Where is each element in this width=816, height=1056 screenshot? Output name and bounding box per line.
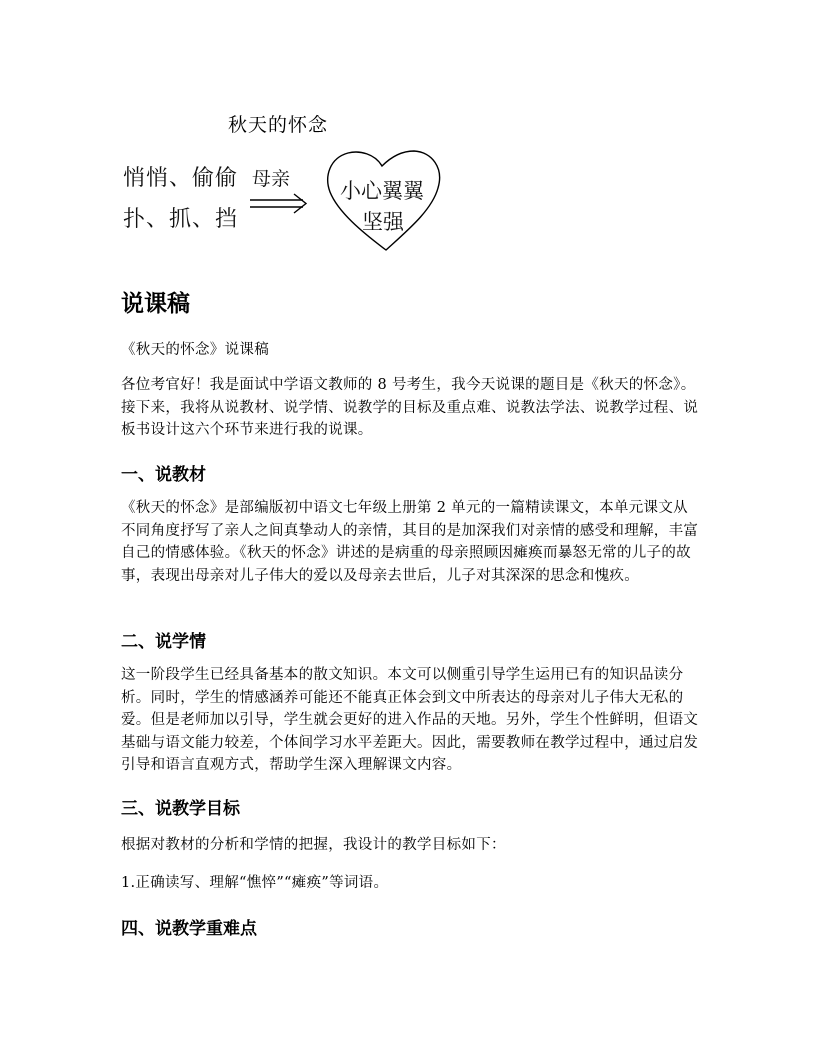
heart-line2: 坚强 [362, 210, 404, 234]
document-title: 说课稿 [121, 291, 190, 317]
section-heading-key-points: 四、说教学重难点 [121, 919, 257, 939]
diagram-title: 秋天的怀念 [228, 114, 329, 136]
objective-item-1: 1.正确读写、理解“憔悴”“瘫痪”等词语。 [121, 875, 389, 891]
section-body-students: 这一阶段学生已经具备基本的散文知识。本文可以侧重引导学生运用已有的知识品读分析。同时，学生的情感涵养可能还不能真正体会到文中所表达的母亲对儿子伟大无私的爱。但是老师加以引导，学生就会更好的进入作品的天地。另外，学生个性鲜明，但语文基础与语文能力较差，个体间学习水平差距大。因此，需要教师在教学过程中，通过启发引导和语言直观方式，帮助学生深入理解课文内容。 [121, 667, 699, 773]
section-body-textbook: 《秋天的怀念》是部编版初中语文七年级上册第 2 单元的一篇精读课文，本单元课文从不同角度抒写了亲人之间真挚动人的亲情，其目的是加深我们对亲情的感受和理解，丰富自己的情感体验。《秋天的怀念》讲述的是病重的母亲照顾因瘫痪而暴怒无常的儿子的故事，表现出母亲对儿子伟大的爱以及母亲去世后，儿子对其深深的思念和愧疚。 [121, 500, 699, 584]
double-arrow-icon [248, 190, 310, 216]
intro-paragraph: 各位考官好！我是面试中学语文教师的 8 号考生，我今天说课的题目是《秋天的怀念》。接下来，我将从说教材、说学情、说教学的目标及重点难、说教法学法、说教学过程、说板书设计这六个环节来进行我的说课。 [121, 377, 699, 438]
section-heading-objectives: 三、说教学目标 [121, 799, 240, 819]
diagram-left-line2: 扑、抓、挡 [123, 207, 239, 232]
heart-line1: 小心翼翼 [340, 179, 424, 203]
section-body-objectives: 根据对教材的分析和学情的把握，我设计的教学目标如下： [121, 837, 506, 853]
section-heading-students: 二、说学情 [121, 632, 206, 652]
section-heading-textbook: 一、说教材 [121, 465, 206, 485]
document-subtitle: 《秋天的怀念》说课稿 [121, 342, 269, 358]
diagram-arrow-label: 母亲 [252, 168, 291, 190]
diagram-left-line1: 悄悄、偷偷 [123, 166, 239, 191]
blackboard-diagram [0, 0, 816, 270]
